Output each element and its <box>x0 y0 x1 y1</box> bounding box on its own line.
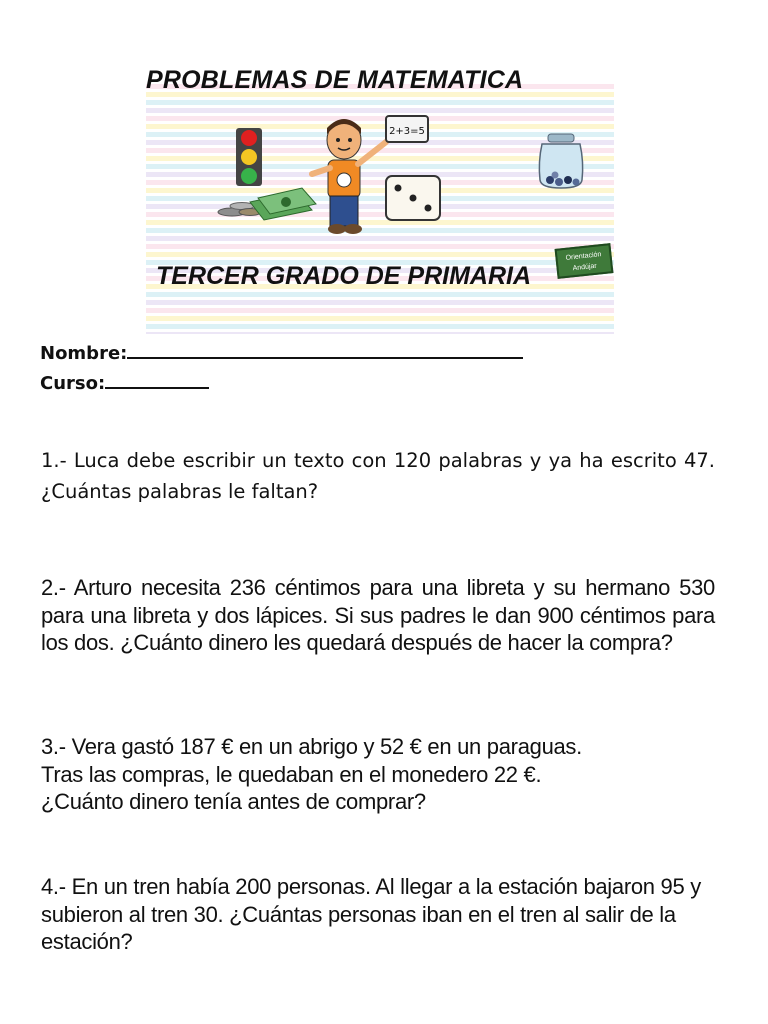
course-field <box>40 371 209 394</box>
publisher-stamp <box>555 243 614 279</box>
problem-3-line-1: 3.- Vera gastó 187 € en un abrigo y 52 € en un paraguas. <box>41 734 582 759</box>
course-label: Curso: <box>40 373 106 394</box>
marble-jar-icon <box>539 134 582 188</box>
problem-3-line-3: ¿Cuánto dinero tenía antes de comprar? <box>41 789 426 814</box>
problem-2: 2.- Arturo necesita 236 céntimos para una libreta y su hermano 530 para una libreta y dos lápices. Si sus padres le dan 900 céntimos para los dos. ¿Cuánto dinero les quedará después de hacer la compra? <box>41 575 715 655</box>
traffic-light-icon <box>236 128 262 186</box>
problem-4: 4.- En un tren había 200 personas. Al llegar a la estación bajaron 95 y subieron al tren 30. ¿Cuántas personas iban en el tren al salir de la estación? <box>41 874 701 954</box>
name-blank[interactable] <box>127 341 523 359</box>
name-field <box>40 341 523 364</box>
course-blank[interactable] <box>105 371 209 389</box>
banknotes-icon <box>250 188 316 220</box>
dice-icon <box>386 176 440 220</box>
name-label: Nombre: <box>40 343 128 364</box>
problem-3 <box>41 733 715 816</box>
worksheet-title: PROBLEMAS DE MATEMATICA <box>146 66 524 94</box>
problem-1: 1.- Luca debe escribir un texto con 120 palabras y ya ha escrito 47. ¿Cuántas palabras le faltan? <box>41 449 715 503</box>
stamp-line-1: Orientación <box>565 251 602 262</box>
worksheet-subtitle: TERCER GRADO DE PRIMARIA <box>156 262 532 290</box>
problem-3-line-2: Tras las compras, le quedaban en el monedero 22 €. <box>41 761 542 787</box>
tablet-text: 2+3=5 <box>389 126 425 137</box>
stamp-line-2: Andújar <box>572 262 598 273</box>
header-illustrations <box>146 84 614 334</box>
